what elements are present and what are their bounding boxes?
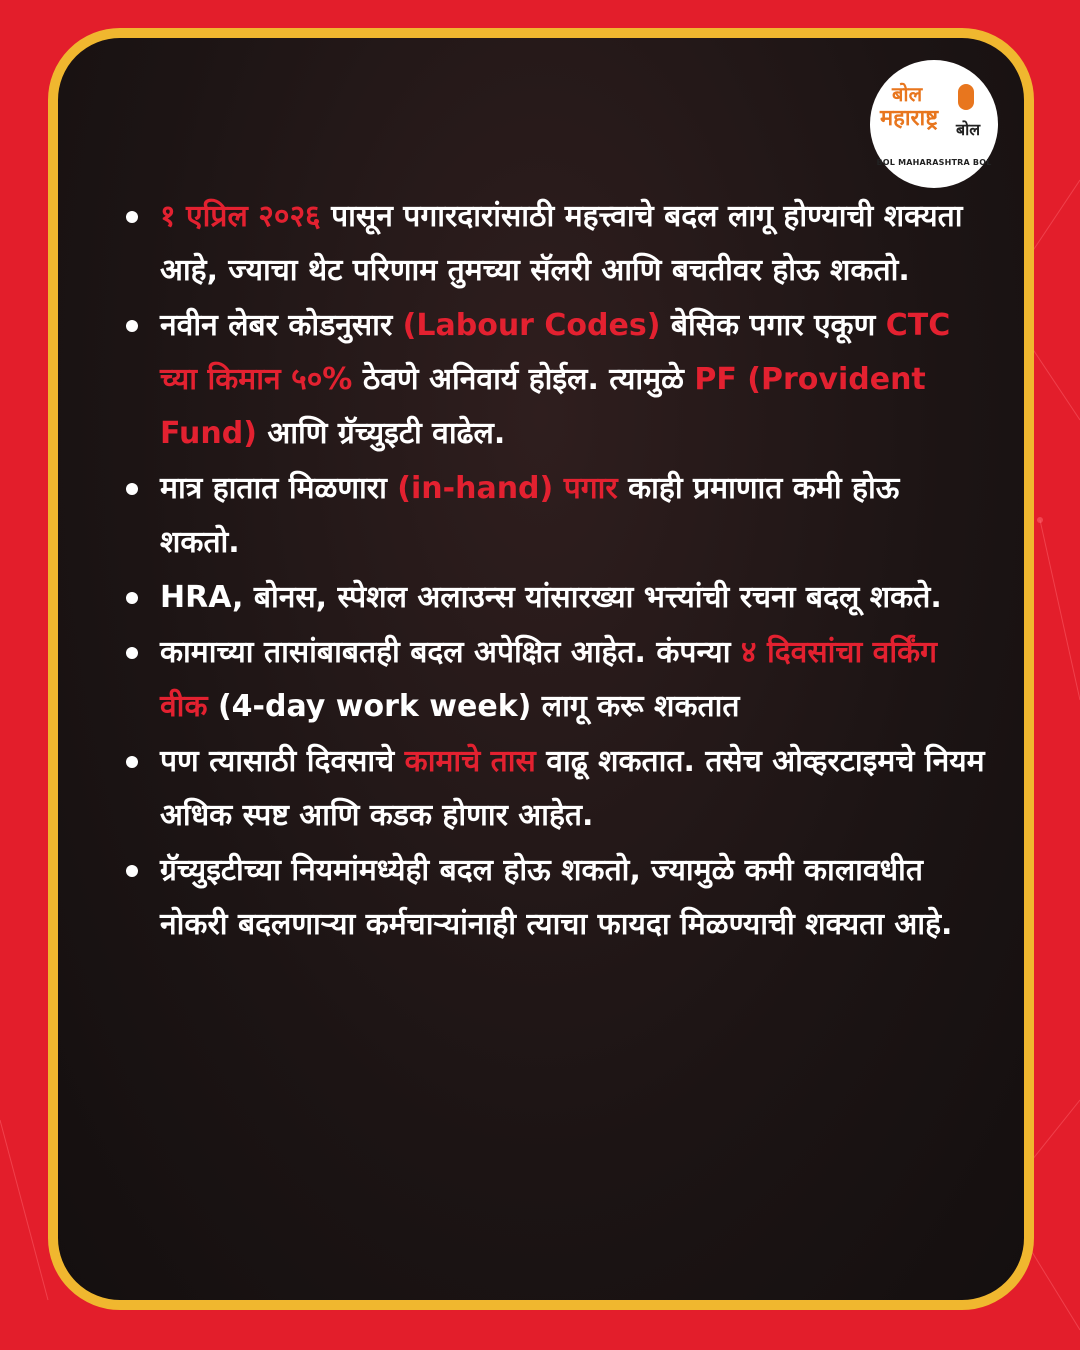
- highlight-text: १ एप्रिल २०२६: [160, 199, 321, 234]
- logo-text-line1: बोल: [892, 82, 923, 106]
- bullet-dot-icon: [126, 211, 138, 223]
- bullet-dot-icon: [126, 320, 138, 332]
- item-text: पासून पगारदारांसाठी महत्त्वाचे बदल लागू होण्याची शक्यता आहे, ज्याचा थेट परिणाम तुमच्या सॅलरी आणि बचतीवर होऊ शकतो.: [160, 199, 963, 288]
- item-text: आणि ग्रॅच्युइटी वाढेल.: [256, 416, 506, 451]
- logo-subtitle: BOL MAHARASHTRA BOL: [876, 158, 992, 167]
- list-item: [118, 626, 988, 734]
- item-text: HRA, बोनस, स्पेशल अलाउन्स यांसारख्या भत्त्यांची रचना बदलू शकते.: [160, 580, 942, 615]
- logo-text-line3: बोल: [956, 120, 981, 139]
- item-text: कामाच्या तासांबाबतही बदल अपेक्षित आहेत. कंपन्या: [160, 635, 741, 670]
- bullet-dot-icon: [126, 483, 138, 495]
- highlight-text: (in-hand) पगार: [397, 471, 618, 506]
- list-item: [118, 190, 988, 298]
- item-text: पण त्यासाठी दिवसाचे: [160, 744, 405, 779]
- list-item: [118, 299, 988, 461]
- brand-logo: [870, 60, 998, 188]
- list-item: [118, 735, 988, 843]
- bullet-dot-icon: [126, 647, 138, 659]
- content-card: [48, 28, 1034, 1310]
- bullet-list: [118, 190, 988, 953]
- microphone-icon: [958, 84, 974, 110]
- item-text: ग्रॅच्युइटीच्या नियमांमध्येही बदल होऊ शकतो, ज्यामुळे कमी कालावधीत नोकरी बदलणाऱ्या कर्मचाऱ्यांनाही त्याचा फायदा मिळण्याची शक्यता आहे.: [160, 853, 953, 942]
- highlight-text: (Labour Codes): [402, 308, 661, 343]
- list-item: [118, 571, 988, 625]
- highlight-text: कामाचे तास: [404, 744, 536, 779]
- list-item: [118, 462, 988, 570]
- item-text: काही प्रमाणात कमी होऊ शकतो.: [160, 471, 900, 560]
- item-text: ठेवणे अनिवार्य होईल. त्यामुळे: [352, 362, 695, 397]
- logo-text-line2: महाराष्ट्र: [880, 106, 939, 131]
- bullet-dot-icon: [126, 592, 138, 604]
- highlight-text: ४ दिवसांचा वर्किंग वीक: [160, 635, 938, 724]
- item-text: मात्र हातात मिळणारा: [160, 471, 398, 506]
- item-text: बेसिक पगार एकूण: [660, 308, 886, 343]
- highlight-text: PF (Provident Fund): [160, 362, 926, 451]
- item-text: नवीन लेबर कोडनुसार: [160, 308, 403, 343]
- bullet-dot-icon: [126, 756, 138, 768]
- highlight-text: CTC च्या किमान ५०%: [160, 308, 951, 397]
- item-text: (4-day work week) लागू करू शकतात: [207, 689, 740, 724]
- bullet-dot-icon: [126, 865, 138, 877]
- item-text: वाढू शकतात. तसेच ओव्हरटाइमचे नियम अधिक स्पष्ट आणि कडक होणार आहेत.: [160, 744, 985, 833]
- list-item: [118, 844, 988, 952]
